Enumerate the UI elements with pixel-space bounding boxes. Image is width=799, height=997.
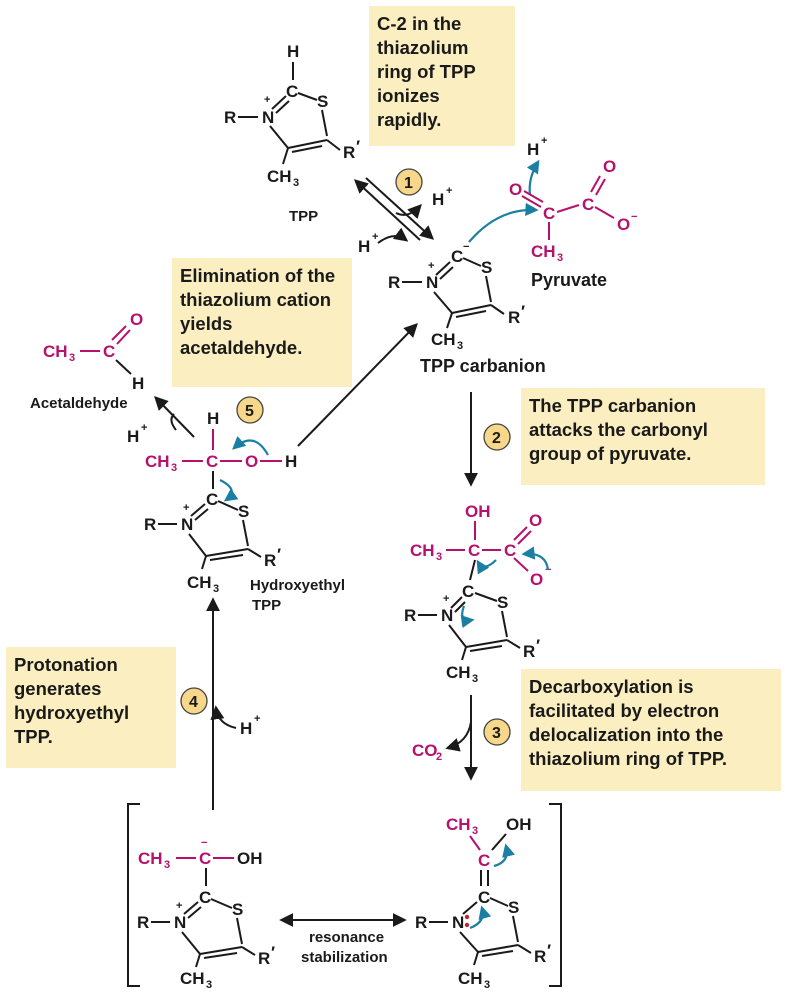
- svg-text:CO: CO: [412, 741, 438, 760]
- step-2-badge: [484, 424, 510, 450]
- pyruvate-structure: [509, 135, 637, 264]
- step-1-badge: [396, 169, 422, 195]
- svg-text:H: H: [285, 452, 298, 471]
- svg-text:N: N: [262, 108, 275, 127]
- svg-text:3: 3: [472, 825, 479, 837]
- svg-text:′: ′: [521, 302, 526, 321]
- svg-text:C: C: [468, 541, 481, 560]
- svg-text:R: R: [343, 143, 356, 162]
- svg-text:S: S: [238, 502, 250, 521]
- svg-text:3: 3: [213, 583, 220, 595]
- svg-text:H: H: [527, 140, 540, 159]
- note-attack: The TPP carbanion attacks the carbonyl group of pyruvate.: [521, 388, 765, 485]
- svg-text:N: N: [452, 913, 465, 932]
- svg-text:C: C: [206, 490, 219, 509]
- svg-text:′: ′: [271, 943, 276, 962]
- resonance-structure-carbanion: [137, 837, 275, 991]
- note-c2-ionizes: C-2 in the thiazolium ring of TPP ionizes rapidly.: [369, 6, 515, 146]
- resonance-structure-enamine: [415, 815, 551, 991]
- svg-text:O: O: [617, 215, 631, 234]
- svg-text:H: H: [358, 237, 371, 256]
- svg-text:+: +: [141, 422, 148, 434]
- svg-text:R: R: [258, 949, 271, 968]
- acetaldehyde-label: Acetaldehyde: [30, 395, 128, 412]
- svg-text:4: 4: [189, 694, 198, 711]
- svg-text:CH: CH: [531, 242, 556, 261]
- svg-text:′: ′: [277, 545, 282, 564]
- svg-text:3: 3: [69, 352, 76, 364]
- svg-text:+: +: [443, 593, 450, 605]
- svg-text:R: R: [415, 913, 428, 932]
- svg-text:1: 1: [404, 175, 413, 192]
- co2-product: [412, 741, 442, 763]
- svg-text:N: N: [174, 913, 187, 932]
- co2-release-arrow: [448, 722, 471, 748]
- svg-text:S: S: [481, 258, 493, 277]
- svg-text:OH: OH: [465, 502, 491, 521]
- svg-text:CH: CH: [410, 541, 435, 560]
- svg-text:CH: CH: [145, 452, 170, 471]
- svg-text:C: C: [199, 888, 212, 907]
- svg-text:C: C: [543, 204, 556, 223]
- svg-text:+: +: [372, 231, 379, 243]
- svg-text:+: +: [254, 713, 261, 725]
- svg-text:3: 3: [457, 340, 464, 352]
- svg-text:5: 5: [245, 403, 254, 420]
- svg-text:H: H: [207, 409, 220, 428]
- svg-text:N: N: [181, 515, 194, 534]
- proton-add-arrow: [216, 708, 236, 728]
- acetaldehyde-structure: [43, 310, 144, 393]
- svg-text:′: ′: [536, 636, 541, 655]
- svg-text:C: C: [206, 452, 219, 471]
- svg-text:R: R: [144, 515, 157, 534]
- svg-text:3: 3: [472, 673, 479, 685]
- svg-text:OH: OH: [506, 815, 532, 834]
- pyruvate-tpp-adduct: [404, 502, 551, 685]
- svg-text:O: O: [245, 452, 259, 471]
- svg-text:O: O: [603, 157, 617, 176]
- svg-text:H: H: [432, 190, 445, 209]
- svg-text:+: +: [183, 502, 190, 514]
- svg-text:N: N: [441, 606, 454, 625]
- svg-text:H: H: [132, 374, 145, 393]
- proton-label-step5: [127, 422, 147, 446]
- svg-text:R: R: [388, 273, 401, 292]
- svg-text:R: R: [224, 108, 237, 127]
- pyruvate-label: Pyruvate: [531, 270, 608, 290]
- svg-text:−: −: [201, 837, 208, 849]
- svg-text:O: O: [509, 180, 523, 199]
- tpp-structure: [224, 42, 360, 189]
- resonance-label: resonance: [309, 929, 385, 946]
- svg-text:CH: CH: [267, 167, 292, 186]
- svg-text:R: R: [264, 551, 277, 570]
- svg-text:CH: CH: [446, 663, 471, 682]
- svg-text:+: +: [541, 135, 548, 147]
- svg-text:3: 3: [492, 725, 501, 742]
- svg-text:+: +: [428, 260, 435, 272]
- svg-text:C: C: [286, 82, 299, 101]
- svg-text:N: N: [426, 273, 439, 292]
- svg-text:R: R: [508, 308, 521, 327]
- svg-text:CH: CH: [187, 573, 212, 592]
- svg-text:3: 3: [293, 177, 300, 189]
- svg-text:S: S: [497, 593, 509, 612]
- svg-text:+: +: [264, 94, 271, 106]
- svg-text:−: −: [631, 211, 638, 223]
- svg-text:R: R: [137, 913, 150, 932]
- svg-text:CH: CH: [180, 969, 205, 988]
- svg-text:3: 3: [206, 979, 213, 991]
- note-decarboxylation: Decarboxylation is facilitated by electron delocalization into the thiazolium ring of TPP.: [521, 669, 781, 791]
- svg-text:R: R: [404, 606, 417, 625]
- svg-text:CH: CH: [138, 849, 163, 868]
- note-elimination: Elimination of the thiazolium cation yields acetaldehyde.: [172, 258, 352, 387]
- svg-text:OH: OH: [237, 849, 263, 868]
- svg-text:CH: CH: [458, 969, 483, 988]
- svg-text:O: O: [130, 310, 144, 329]
- svg-text:H: H: [127, 427, 140, 446]
- svg-text:CH: CH: [431, 330, 456, 349]
- tpp-label: TPP: [289, 208, 319, 225]
- svg-text:−: −: [463, 241, 470, 253]
- stabilization-label: stabilization: [301, 949, 388, 966]
- step-4-badge: [181, 688, 207, 714]
- note-protonation: Protonation generates hydroxyethyl TPP.: [6, 647, 176, 768]
- svg-text:O: O: [530, 570, 544, 589]
- svg-text:C: C: [478, 888, 491, 907]
- svg-text:′: ′: [356, 137, 361, 156]
- acetaldehyde-release-arrow: [156, 398, 194, 437]
- svg-text:C: C: [199, 849, 212, 868]
- svg-text:+: +: [446, 185, 453, 197]
- svg-text:C: C: [462, 582, 475, 601]
- svg-text:C: C: [582, 195, 595, 214]
- svg-text:3: 3: [164, 859, 171, 871]
- svg-text:3: 3: [484, 979, 491, 991]
- svg-text:C: C: [504, 541, 517, 560]
- svg-text:CH: CH: [446, 815, 471, 834]
- svg-text:+: +: [176, 900, 183, 912]
- svg-text:R: R: [523, 642, 536, 661]
- svg-text:3: 3: [436, 551, 443, 563]
- svg-text:C: C: [478, 851, 491, 870]
- svg-text:S: S: [232, 900, 244, 919]
- svg-text:H: H: [287, 42, 300, 61]
- svg-text:C: C: [451, 247, 464, 266]
- tpp-carbanion-label: TPP carbanion: [420, 356, 546, 376]
- step-5-badge: [237, 397, 263, 423]
- svg-text:R: R: [534, 947, 547, 966]
- svg-text:′: ′: [547, 941, 552, 960]
- svg-text:S: S: [317, 92, 329, 111]
- svg-text:H: H: [240, 719, 253, 738]
- svg-text:2: 2: [492, 430, 501, 447]
- svg-text:−: −: [545, 564, 552, 576]
- proton-label-step4: [240, 713, 260, 738]
- hydroxyethyl-tpp-label: TPP: [252, 597, 282, 614]
- step-3-badge: [484, 719, 510, 745]
- svg-text:C: C: [103, 342, 116, 361]
- hydroxyethyl-label: Hydroxyethyl: [250, 577, 346, 594]
- svg-text:3: 3: [171, 462, 178, 474]
- svg-text:CH: CH: [43, 342, 68, 361]
- svg-text:3: 3: [557, 252, 564, 264]
- svg-text:2: 2: [436, 751, 443, 763]
- svg-text:O: O: [529, 511, 543, 530]
- regeneration-arrow: [298, 325, 416, 446]
- hydroxyethyl-tpp-structure: [144, 409, 297, 595]
- svg-text:S: S: [508, 898, 520, 917]
